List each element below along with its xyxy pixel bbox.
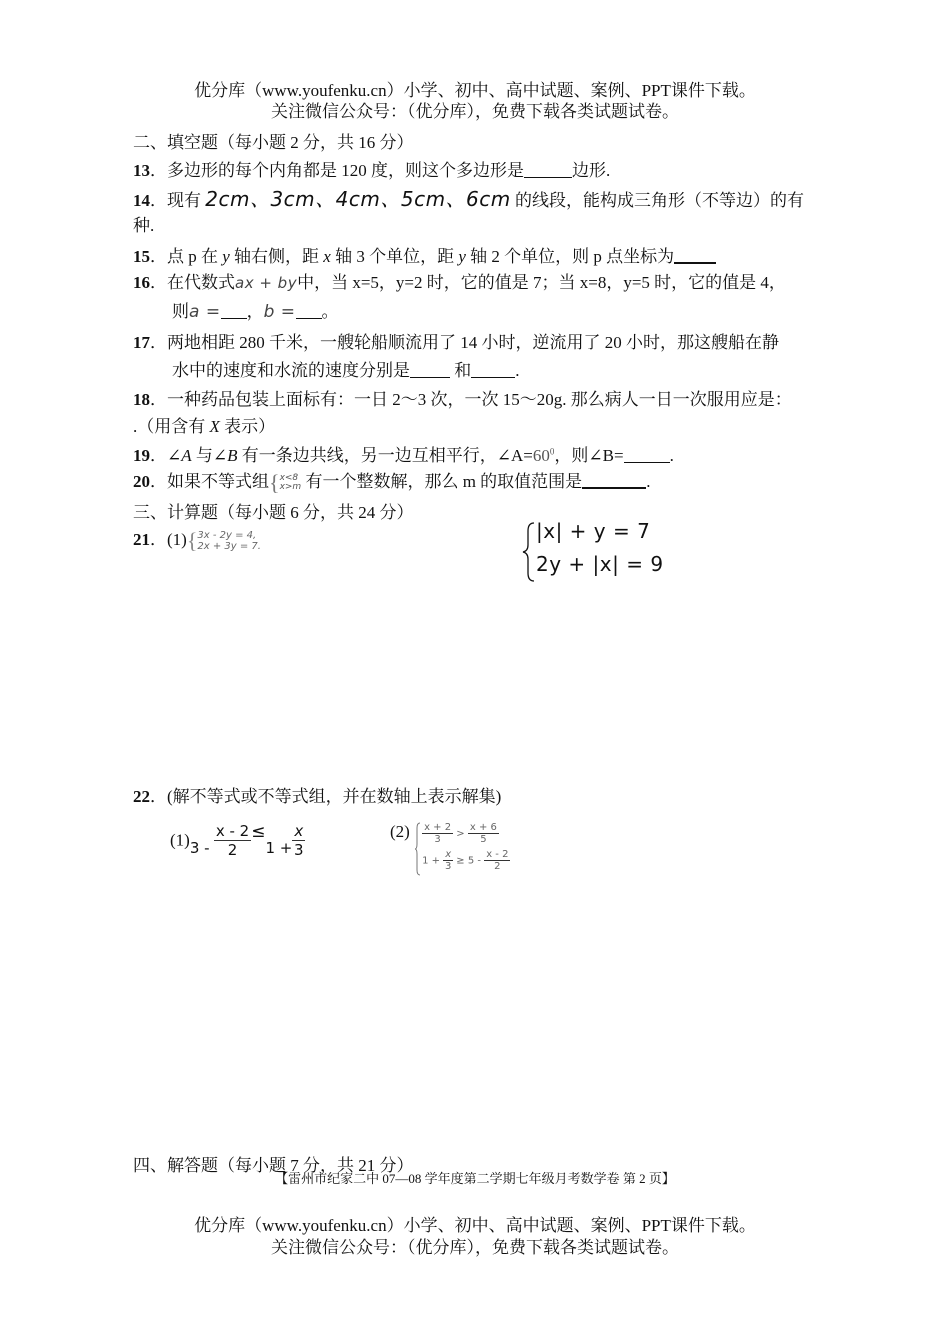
question-number: 20 xyxy=(133,472,150,491)
q14-suffix: 的线段，能构成三角形（不等边）的有 xyxy=(515,191,805,210)
q17-text: 和 xyxy=(454,361,472,380)
q16-text: 中，当 x=5，y=2 时，它的值是 7；当 x=8，y=5 时，它的值是 4， xyxy=(297,273,786,292)
brace-icon: { xyxy=(269,470,280,496)
b-equals: b = xyxy=(263,302,296,322)
var-y: y xyxy=(222,247,230,266)
q22-text: ．(解不等式或不等式组，并在数轴上表示解集) xyxy=(150,787,502,806)
q19-text: 与∠ xyxy=(195,446,228,465)
q16-text: ．在代数式 xyxy=(150,273,235,292)
answer-blank xyxy=(471,361,515,378)
equation-row: 2y + |x| = 9 xyxy=(536,552,664,576)
relation: > xyxy=(456,828,465,840)
question-20 xyxy=(133,467,650,496)
var-y: y xyxy=(458,247,466,266)
question-17 xyxy=(133,328,779,353)
fraction: $\frac{x - 2}{2}$ xyxy=(486,849,509,872)
q15-text: 轴 3 个单位，距 xyxy=(335,247,455,266)
lhs: 3 - xyxy=(189,838,210,857)
fraction: $\frac{x + 6}{5}$ xyxy=(469,822,497,845)
question-number: 21 xyxy=(133,530,150,549)
answer-blank xyxy=(582,471,646,489)
q17-text: ．两地相距 280 千米，一艘轮船顺流用了 14 小时，逆流用了 20 小时，那这艘船在静 xyxy=(150,333,779,352)
q14-line-2: 种. xyxy=(133,216,155,235)
inequality-system-2 xyxy=(390,822,510,876)
q16-end: 。 xyxy=(321,302,339,321)
part-label: ．(1) xyxy=(150,530,187,549)
question-14 xyxy=(133,183,804,212)
q13-text-end: 边形. xyxy=(572,161,611,180)
question-16 xyxy=(133,268,786,293)
fraction: $\frac{x}{3}$ xyxy=(444,849,452,872)
q20-text: ．如果不等式组 xyxy=(150,472,269,491)
q18-text: 表示） xyxy=(224,417,276,436)
q20-end: . xyxy=(646,472,651,491)
question-13 xyxy=(133,156,610,181)
brace-icon: { xyxy=(186,528,198,554)
relation: ≤ xyxy=(251,822,266,842)
part-label: (1) xyxy=(170,830,190,850)
q16-text: 则 xyxy=(172,302,189,321)
q17-end: . xyxy=(515,361,520,380)
answer-blank xyxy=(296,302,322,319)
question-number: 15 xyxy=(133,247,150,266)
question-number: 16 xyxy=(133,273,150,292)
question-number: 14 xyxy=(133,191,150,210)
header-line-1: 优分库（www.youfenku.cn）小学、初中、高中试题、案例、PPT课件下载。 xyxy=(194,81,756,100)
term: 1 + xyxy=(422,855,440,867)
q14-prefix: ．现有 xyxy=(150,191,201,210)
answer-blank xyxy=(524,161,572,178)
header-line-2: 关注微信公众号：（优分库），免费下载各类试题试卷。 xyxy=(271,102,679,121)
question-18 xyxy=(133,385,792,410)
segment-list: 2cm、3cm、4cm、5cm、6cm xyxy=(205,187,511,211)
q18-text: .（用含有 xyxy=(133,417,206,436)
q18-line-2 xyxy=(133,412,275,437)
fraction: $\frac{x - 2}{2}$ xyxy=(215,822,250,859)
question-number: 19 xyxy=(133,446,150,465)
fraction: $\frac{x}{3}$ xyxy=(294,822,304,859)
brace-icon xyxy=(414,822,422,876)
footer-line-1: 优分库（www.youfenku.cn）小学、初中、高中试题、案例、PPT课件下载。 xyxy=(194,1216,756,1235)
var-x: X xyxy=(209,417,220,436)
question-number: 22 xyxy=(133,787,150,806)
q19-end: . xyxy=(669,446,674,465)
q17-line-2 xyxy=(172,356,520,381)
question-15 xyxy=(133,242,716,267)
question-number: 18 xyxy=(133,390,150,409)
question-19 xyxy=(133,441,674,466)
q15-text: 轴右侧，距 xyxy=(234,247,320,266)
q19-text: ，则∠B= xyxy=(554,446,624,465)
question-number: 17 xyxy=(133,333,150,352)
system-rows xyxy=(414,822,510,876)
equation-row: |x| + y = 7 xyxy=(536,519,651,543)
page-note: 【雷州市纪家二中 07—08 学年度第二学期七年级月考数学卷 第 2 页】 xyxy=(275,1171,675,1186)
question-21 xyxy=(133,525,261,554)
q15-text: ．点 p 在 xyxy=(150,247,218,266)
angle-b: B xyxy=(227,446,238,465)
q15-text: 轴 2 个单位，则 p 点坐标为 xyxy=(470,247,675,266)
answer-blank xyxy=(624,446,670,463)
q18-text: ．一种药品包装上面标有：一日 2～3 次，一次 15～20g. 那么病人一日一次服用应是： xyxy=(150,390,792,409)
q19-text: 有一条边共线，另一边互相平行，∠A= xyxy=(241,446,533,465)
q16-comma: ， xyxy=(246,302,264,321)
rhs: 1 + xyxy=(265,838,293,857)
section-2-title: 二、填空题（每小题 2 分，共 16 分） xyxy=(133,133,414,152)
question-number: 13 xyxy=(133,161,150,180)
answer-blank xyxy=(410,361,450,378)
answer-blank xyxy=(674,246,716,264)
relation: ≥ 5 - xyxy=(456,855,482,867)
inequality-system: x<8 x>m xyxy=(279,473,302,493)
fraction: $\frac{x + 2}{3}$ xyxy=(424,822,452,845)
var-x: x xyxy=(323,247,331,266)
angle-a: A xyxy=(181,446,192,465)
degree-sup: 0 xyxy=(549,446,555,457)
part-label: (2) xyxy=(390,822,410,841)
answer-blank xyxy=(221,302,247,319)
equation-system-1: 3x - 2y = 4, 2x + 3y = 7. xyxy=(197,530,261,553)
inequality-1 xyxy=(170,822,305,859)
angle-value: 60 xyxy=(532,446,550,465)
q20-text: 有一个整数解，那么 m 的取值范围是 xyxy=(305,472,583,491)
section-3-title: 三、计算题（每小题 6 分，共 24 分） xyxy=(133,503,414,522)
question-22 xyxy=(133,782,501,807)
expression: ax + by xyxy=(235,274,298,292)
footer-line-2: 关注微信公众号：（优分库），免费下载各类试题试卷。 xyxy=(271,1238,679,1257)
q16-line-2 xyxy=(172,297,339,322)
a-equals: a = xyxy=(189,302,221,322)
q13-text: ．多边形的每个内角都是 120 度，则这个多边形是 xyxy=(150,161,524,180)
q17-text: 水中的速度和水流的速度分别是 xyxy=(172,361,410,380)
section-4-title: 四、解答题（每小题 7 分，共 21 分） xyxy=(133,1156,414,1175)
q19-text: ．∠ xyxy=(150,446,182,465)
